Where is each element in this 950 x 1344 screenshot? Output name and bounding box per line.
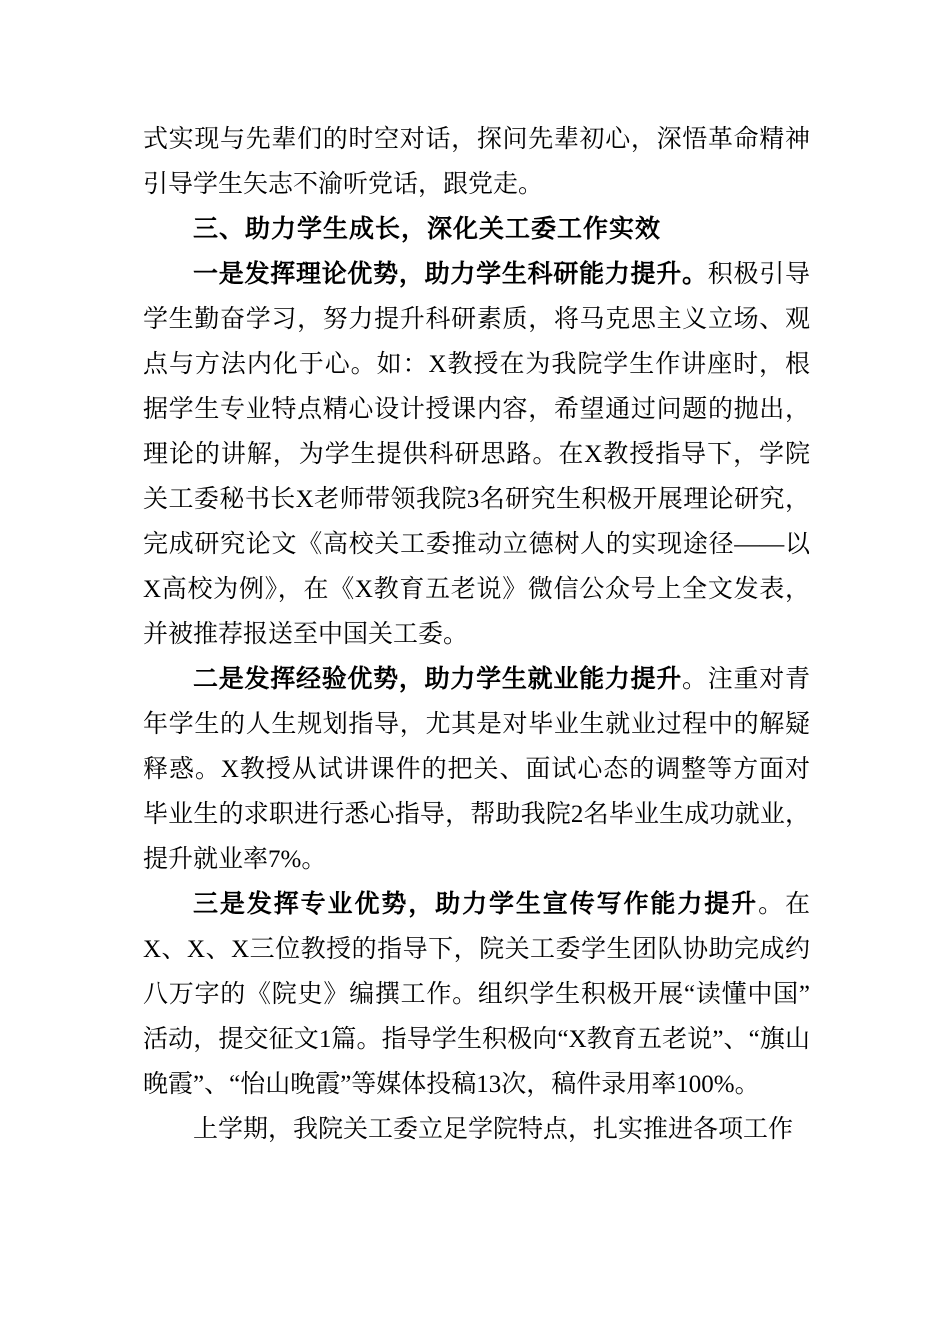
point-two-bold-lead: 二是发挥经验优势，助力学生就业能力提升 [193, 666, 683, 693]
point-three-bold-lead: 三是发挥专业优势，助力学生宣传写作能力提升 [193, 891, 759, 918]
point-three-body-text: 。在X、X、X三位教授的指导下，院关工委学生团队协助完成约八万字的《院史》编撰工作。组织学生积极开展“读懂中国”活动，提交征文1篇。指导学生积极向“X教育五老说”、“旗山晚霞”、“怡山晚霞”等媒体投稿13次，稿件录用率100%。 [143, 891, 810, 1098]
paragraph-point-three [143, 882, 810, 1107]
document-text-block [143, 117, 810, 1152]
paragraph-point-one [143, 252, 810, 657]
point-two-body-text: 。注重对青年学生的人生规划指导，尤其是对毕业生就业过程中的解疑释惑。X教授从试讲课件的把关、面试心态的调整等方面对毕业生的求职进行悉心指导，帮助我院2名毕业生成功就业，提升就业率7%。 [143, 666, 810, 873]
paragraph-continuation: 式实现与先辈们的时空对话，探问先辈初心，深悟革命精神引导学生矢志不渝听党话，跟党走。 [143, 126, 810, 198]
point-one-bold-lead: 一是发挥理论优势，助力学生科研能力提升。 [193, 261, 708, 288]
paragraph-point-two [143, 657, 810, 882]
paragraph-closing: 上学期，我院关工委立足学院特点，扎实推进各项工作 [193, 1116, 794, 1143]
point-one-body-text: 积极引导学生勤奋学习，努力提升科研素质，将马克思主义立场、观点与方法内化于心。如：X教授在为我院学生作讲座时，根据学生专业特点精心设计授课内容，希望通过问题的抛出，理论的讲解，为学生提供科研思路。在X教授指导下，学院关工委秘书长X老师带领我院3名研究生积极开展理论研究，完成研究论文《高校关工委推动立德树人的实现途径——以X高校为例》，在《X教育五老说》微信公众号上全文发表，并被推荐报送至中国关工委。 [143, 261, 810, 648]
section-heading: 三、助力学生成长，深化关工委工作实效 [193, 215, 662, 243]
